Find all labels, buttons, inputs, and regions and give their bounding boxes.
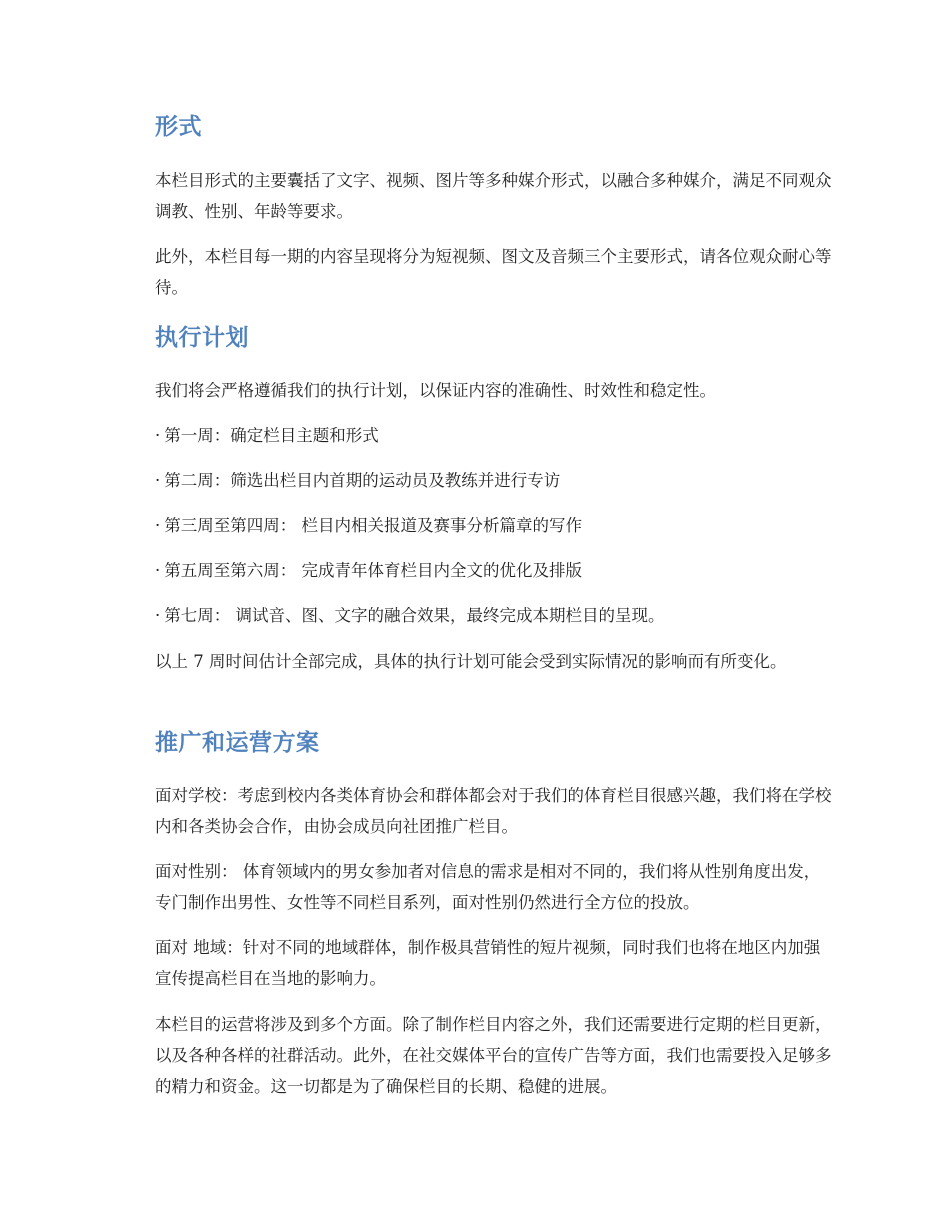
list-item-text: 第一周：确定栏目主题和形式 (164, 426, 379, 445)
paragraph (155, 1009, 835, 1102)
bullet-icon: · (155, 561, 161, 580)
paragraph-text: 面对 地域：针对不同的地域群体，制作极具营销性的短片视频，同时我们也将在地区内加强宣传提高栏目在当地的影响力。 (155, 938, 821, 988)
list-item-text: 第二周：筛选出栏目内首期的运动员及教练并进行专访 (164, 471, 561, 490)
list-item (155, 600, 835, 631)
paragraph-text: 本栏目的运营将涉及到多个方面。除了制作栏目内容之外，我们还需要进行定期的栏目更新，以及各种各样的社群活动。此外，在社交媒体平台的宣传广告等方面，我们也需要投入足够多的精力和资金。这一切都是为了确保栏目的长期、稳健的进展。 (155, 1015, 832, 1096)
list-item (155, 420, 835, 451)
paragraph (155, 780, 835, 842)
paragraph-text: 此外，本栏目每一期的内容呈现将分为短视频、图文及音频三个主要形式，请各位观众耐心等待。 (155, 247, 832, 297)
paragraph (155, 241, 835, 303)
section-heading-plan: 执行计划 (155, 325, 249, 351)
list-item-text: 第五周至第六周： 完成青年体育栏目内全文的优化及排版 (164, 561, 582, 580)
section-heading-promotion: 推广和运营方案 (155, 730, 320, 756)
list-item (155, 555, 835, 586)
list-item-text: 第七周： 调试音、图、文字的融合效果，最终完成本期栏目的呈现。 (164, 606, 665, 625)
paragraph-text: 面对学校：考虑到校内各类体育协会和群体都会对于我们的体育栏目很感兴趣，我们将在学校内和各类协会合作，由协会成员向社团推广栏目。 (155, 786, 832, 836)
paragraph-text: 本栏目形式的主要囊括了文字、视频、图片等多种媒介形式，以融合多种媒介，满足不同观众调教、性别、年龄等要求。 (155, 171, 832, 221)
paragraph-plan-intro (155, 375, 835, 406)
bullet-icon: · (155, 426, 161, 445)
bullet-icon: · (155, 471, 161, 490)
paragraph-text: 面对性别： 体育领域内的男女参加者对信息的需求是相对不同的，我们将从性别角度出发，专门制作出男性、女性等不同栏目系列，面对性别仍然进行全方位的投放。 (155, 862, 821, 912)
paragraph-plan-outro (155, 646, 835, 677)
paragraph-text: 我们将会严格遵循我们的执行计划，以保证内容的准确性、时效性和稳定性。 (155, 381, 716, 400)
bullet-icon: · (155, 606, 161, 625)
paragraph (155, 932, 835, 994)
list-item (155, 510, 835, 541)
paragraph (155, 856, 835, 918)
paragraph (155, 165, 835, 227)
section-heading-form: 形式 (155, 114, 202, 140)
list-item (155, 465, 835, 496)
bullet-icon: · (155, 516, 161, 535)
list-item-text: 第三周至第四周： 栏目内相关报道及赛事分析篇章的写作 (164, 516, 582, 535)
paragraph-text: 以上 7 周时间估计全部完成，具体的执行计划可能会受到实际情况的影响而有所变化。 (155, 652, 787, 671)
